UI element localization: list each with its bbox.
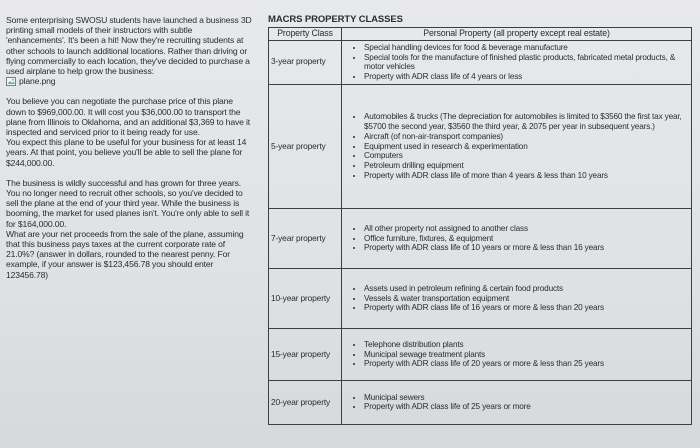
plane-image-alt: plane.png <box>19 76 56 87</box>
list-item: • Vessels & water transportation equipment <box>364 294 685 304</box>
property-class-cell: 7-year property <box>269 208 342 268</box>
list-item: • Aircraft (of non-air-transport companies) <box>364 132 685 142</box>
list-item: • Petroleum drilling equipment <box>364 161 685 171</box>
list-item: • Equipment used in research & experimentation <box>364 142 685 152</box>
header-property-class: Property Class <box>269 28 342 41</box>
list-item: • Municipal sewers <box>364 393 685 403</box>
property-items-cell <box>342 84 692 208</box>
list-item: • Assets used in petroleum refining & certain food products <box>364 284 685 294</box>
table-row <box>269 380 692 424</box>
list-item: • Property with ADR class life of 10 years or more & less than 16 years <box>364 243 685 253</box>
table-header-row <box>269 28 692 41</box>
property-items-cell <box>342 328 692 380</box>
table-title: MACRS PROPERTY CLASSES <box>268 14 403 25</box>
table-row <box>269 84 692 208</box>
table-row <box>269 268 692 328</box>
table-body <box>269 40 692 424</box>
list-item: • Special handling devices for food & beverage manufacture <box>364 43 685 53</box>
property-items-list <box>348 112 685 181</box>
list-item: • Property with ADR class life of more than 4 years & less than 10 years <box>364 171 685 181</box>
property-items-cell <box>342 380 692 424</box>
table-row <box>269 208 692 268</box>
list-item: • Telephone distribution plants <box>364 340 685 350</box>
intro-paragraph: Some enterprising SWOSU students have launched a business 3D printing small models of their instructors with subtle 'enhancements'. It's been a hit! Now they're recruiting students at other schools to launch additional locations. Rather than driving or flying commercially to each location, they've decided to purchase a used airplane to help grow the business: <box>6 15 252 77</box>
macrs-table <box>268 27 692 425</box>
property-items-list <box>348 340 685 369</box>
broken-image-icon <box>6 77 16 86</box>
list-item: • All other property not assigned to another class <box>364 224 685 234</box>
list-item: • Property with ADR class life of 20 years or more & less than 25 years <box>364 359 685 369</box>
plane-image[interactable] <box>6 76 254 86</box>
list-item: • Automobiles & trucks (The depreciation for automobiles is limited to $3560 the first tax year, $5700 the second year, $3560 the third year, & 2075 per year in subsequent years.) <box>364 112 685 132</box>
property-class-cell: 15-year property <box>269 328 342 380</box>
purchase-paragraph: You believe you can negotiate the purchase price of this plane down to $969,000.00. It will cost you $36,000.00 to transport the plane from Illinois to Oklahoma, and an additional $3,369 to have it inspected and serviced prior to it being ready for use. <box>6 96 250 138</box>
list-item: • Computers <box>364 151 685 161</box>
list-item: • Property with ADR class life of 25 years or more <box>364 402 685 412</box>
property-class-cell: 3-year property <box>269 40 342 84</box>
property-items-cell <box>342 208 692 268</box>
table-row <box>269 328 692 380</box>
sale-paragraph: The business is wildly successful and has grown for three years. You no longer need to recruit other schools, so you've decided to sell the plane at the end of your third year. While the business is booming, the market for used planes isn't. You're only able to sell it for $164,000.00. <box>6 177 250 229</box>
list-item: • Municipal sewage treatment plants <box>364 350 685 360</box>
property-items-cell <box>342 268 692 328</box>
list-item: • Property with ADR class life of 16 years or more & less than 20 years <box>364 303 685 313</box>
list-item: • Office furniture, fixtures, & equipment <box>364 234 685 244</box>
useful-life-paragraph: You expect this plane to be useful for your business for at least 14 years. At that point, you believe you'll be able to sell the plane for $244,000.00. <box>6 137 247 168</box>
table-row <box>269 40 692 84</box>
property-items-list <box>348 43 685 82</box>
question-paragraph: What are your net proceeds from the sale of the plane, assuming that this business pays taxes at the current corporate rate of 21.0%? (answer in dollars, rounded to the nearest penny. For example, if your answer is $123,456.78 you should enter 123456.78) <box>6 228 244 280</box>
list-item: • Property with ADR class life of 4 years or less <box>364 72 685 82</box>
property-class-cell: 5-year property <box>269 84 342 208</box>
header-personal-property: Personal Property (all property except real estate) <box>342 28 692 41</box>
property-items-cell <box>342 40 692 84</box>
property-class-cell: 10-year property <box>269 268 342 328</box>
property-items-list <box>348 284 685 313</box>
list-item: • Special tools for the manufacture of finished plastic products, fabricated metal products, & motor vehicles <box>364 53 685 73</box>
property-class-cell: 20-year property <box>269 380 342 424</box>
question-panel <box>6 15 254 280</box>
property-items-list <box>348 393 685 413</box>
property-items-list <box>348 224 685 253</box>
macrs-table-panel <box>268 14 692 425</box>
